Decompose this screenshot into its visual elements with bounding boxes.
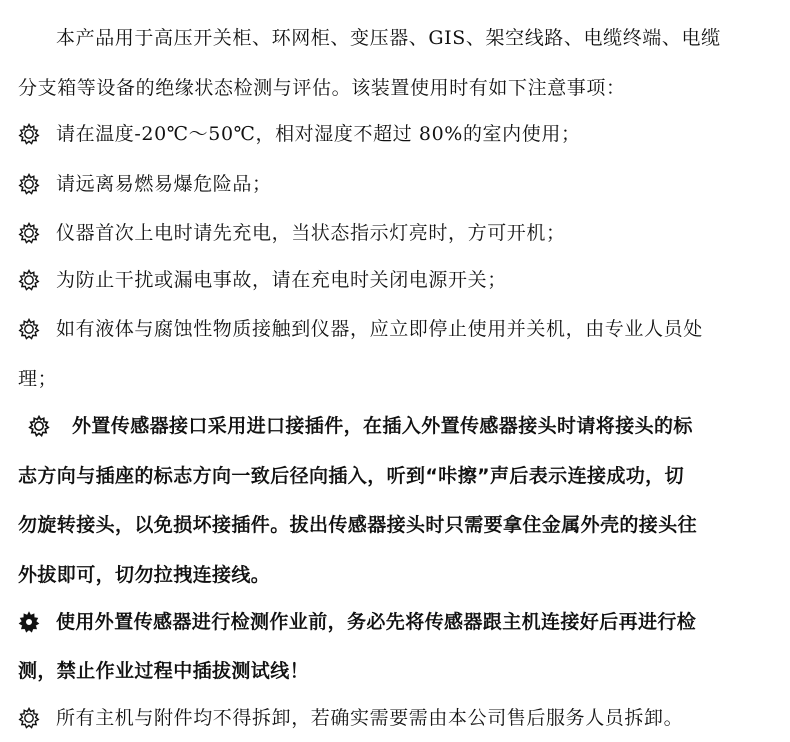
- notice-item-1: 请在温度-20℃～50℃，相对湿度不超过 80%的室内使用；: [56, 123, 581, 145]
- intro-line-2: 分支箱等设备的绝缘状态检测与评估。该装置使用时有如下注意事项：: [18, 77, 626, 99]
- intro-line-1: 本产品用于高压开关柜、环网柜、变压器、GIS、架空线路、电缆终端、电缆: [56, 27, 721, 49]
- gear-icon: [18, 123, 40, 145]
- notice-item-2: 请远离易燃易爆危险品；: [56, 173, 272, 195]
- gear-icon: [18, 222, 40, 244]
- notice-item-6-line-1: 外置传感器接口采用进口接插件，在插入外置传感器接头时请将接头的标: [72, 415, 693, 437]
- notice-item-7-line-2: 测，禁止作业过程中插拔测试线！: [18, 660, 310, 682]
- notice-item-8: 所有主机与附件均不得拆卸，若确实需要需由本公司售后服务人员拆卸。: [56, 707, 684, 729]
- gear-icon: [18, 318, 40, 340]
- notice-item-7-line-1: 使用外置传感器进行检测作业前，务必先将传感器跟主机连接好后再进行检: [56, 611, 697, 633]
- notice-item-6-line-2: 志方向与插座的标志方向一致后径向插入，听到“咔擦”声后表示连接成功，切: [18, 465, 684, 487]
- notice-item-3: 仪器首次上电时请先充电，当状态指示灯亮时，方可开机；: [56, 222, 566, 244]
- gear-icon: [18, 611, 40, 633]
- gear-icon: [18, 707, 40, 729]
- gear-icon: [18, 173, 40, 195]
- notice-item-6-line-4: 外拔即可，切勿拉拽连接线。: [18, 564, 271, 586]
- notice-item-6-line-3: 勿旋转接头，以免损坏接插件。拔出传感器接头时只需要拿住金属外壳的接头往: [18, 514, 698, 536]
- notice-item-5-line-2: 理；: [18, 368, 58, 390]
- gear-icon: [18, 269, 40, 291]
- notice-item-5-line-1: 如有液体与腐蚀性物质接触到仪器，应立即停止使用并关机，由专业人员处: [56, 318, 703, 340]
- gear-icon: [28, 415, 50, 437]
- notice-item-4: 为防止干扰或漏电事故，请在充电时关闭电源开关；: [56, 269, 507, 291]
